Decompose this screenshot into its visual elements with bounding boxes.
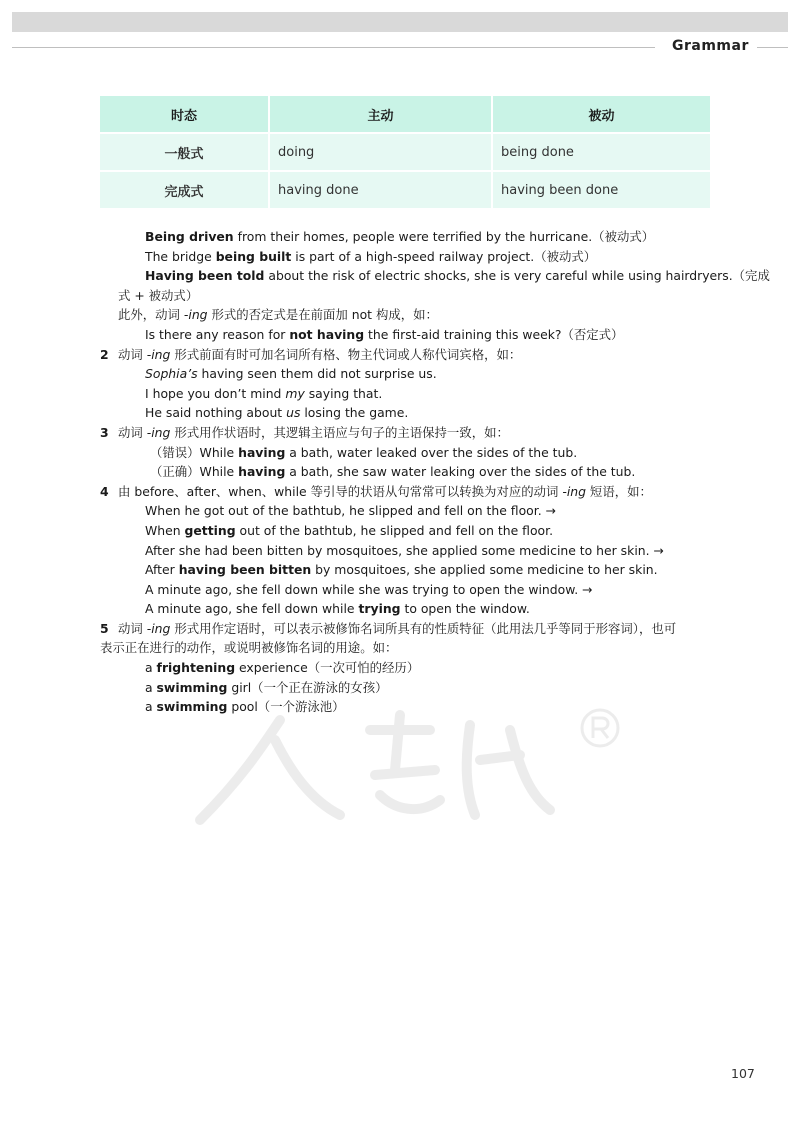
example-line: I hope you don’t mind my saying that.	[145, 385, 383, 401]
table-header-passive: 被动	[492, 96, 710, 133]
example-line: The bridge being built is part of a high-speed railway project.（被动式）	[145, 248, 597, 264]
rule-item: 5 动词 -ing 形式用作定语时，可以表示被修饰名词所具有的性质特征（此用法几乎等同于形容词），也可	[100, 620, 677, 636]
table-cell: 一般式	[100, 133, 269, 171]
rule-item-continued: 表示正在进行的动作，或说明被修饰名词的用途。如：	[100, 640, 398, 656]
explanation-line: 此外，动词 -ing 形式的否定式是在前面加 not 构成，如：	[118, 307, 438, 323]
example-line: （错误）While having a bath, water leaked over the sides of the tub.	[150, 444, 578, 460]
table-cell: 完成式	[100, 171, 269, 208]
table-cell: having done	[269, 171, 492, 208]
page-number: 107	[731, 1066, 755, 1081]
rule-item: 2 动词 -ing 形式前面有时可加名词所有格、物主代词或人称代词宾格，如：	[100, 346, 522, 362]
header-rule-right	[757, 47, 788, 48]
example-line: A minute ago, she fell down while trying to open the window.	[145, 601, 530, 617]
table-row	[100, 171, 710, 208]
grammar-notes	[100, 227, 770, 717]
rule-item: 3 动词 -ing 形式用作状语时，其逻辑主语应与句子的主语保持一致，如：	[100, 424, 509, 440]
example-line: When getting out of the bathtub, he slipped and fell on the floor.	[145, 522, 554, 538]
table-header-active: 主动	[269, 96, 492, 133]
example-line: Being driven from their homes, people were terrified by the hurricane.（被动式）	[145, 229, 655, 244]
table-row	[100, 133, 710, 171]
table-header-row	[100, 96, 710, 133]
top-bar	[12, 12, 788, 32]
example-line: Sophia’s having seen them did not surprise us.	[145, 366, 437, 382]
publisher-watermark-logo	[180, 700, 640, 830]
example-line-continued: 式 + 被动式）	[118, 287, 199, 303]
example-line: （正确）While having a bath, she saw water leaking over the sides of the tub.	[150, 464, 636, 480]
rule-item: 4 由 before、after、when、while 等引导的状语从句常常可以转换为对应的动词 -ing 短语，如：	[100, 483, 652, 499]
page-section-title: Grammar	[672, 38, 749, 54]
example-line: Is there any reason for not having the first-aid training this week?（否定式）	[145, 326, 624, 342]
example-line: He said nothing about us losing the game.	[145, 405, 409, 421]
header-rule	[12, 47, 655, 48]
table-cell: being done	[501, 144, 574, 160]
table-header-tense: 时态	[100, 96, 269, 133]
example-line: a frightening experience（一次可怕的经历）	[145, 660, 420, 676]
table-cell: doing	[269, 133, 492, 171]
table-cell: having been done	[501, 182, 619, 198]
example-line: Having been told about the risk of electric shocks, she is very careful while using hairdryers.（完成	[145, 268, 770, 284]
example-line: After she had been bitten by mosquitoes, she applied some medicine to her skin. →	[145, 542, 664, 558]
example-line: A minute ago, she fell down while she was trying to open the window. →	[145, 581, 593, 597]
verb-forms-table	[100, 96, 710, 208]
example-line: a swimming pool（一个游泳池）	[145, 699, 345, 715]
example-line: After having been bitten by mosquitoes, she applied some medicine to her skin.	[145, 562, 658, 578]
example-line: When he got out of the bathtub, he slipped and fell on the floor. →	[145, 503, 556, 519]
example-line: a swimming girl（一个正在游泳的女孩）	[145, 679, 388, 695]
